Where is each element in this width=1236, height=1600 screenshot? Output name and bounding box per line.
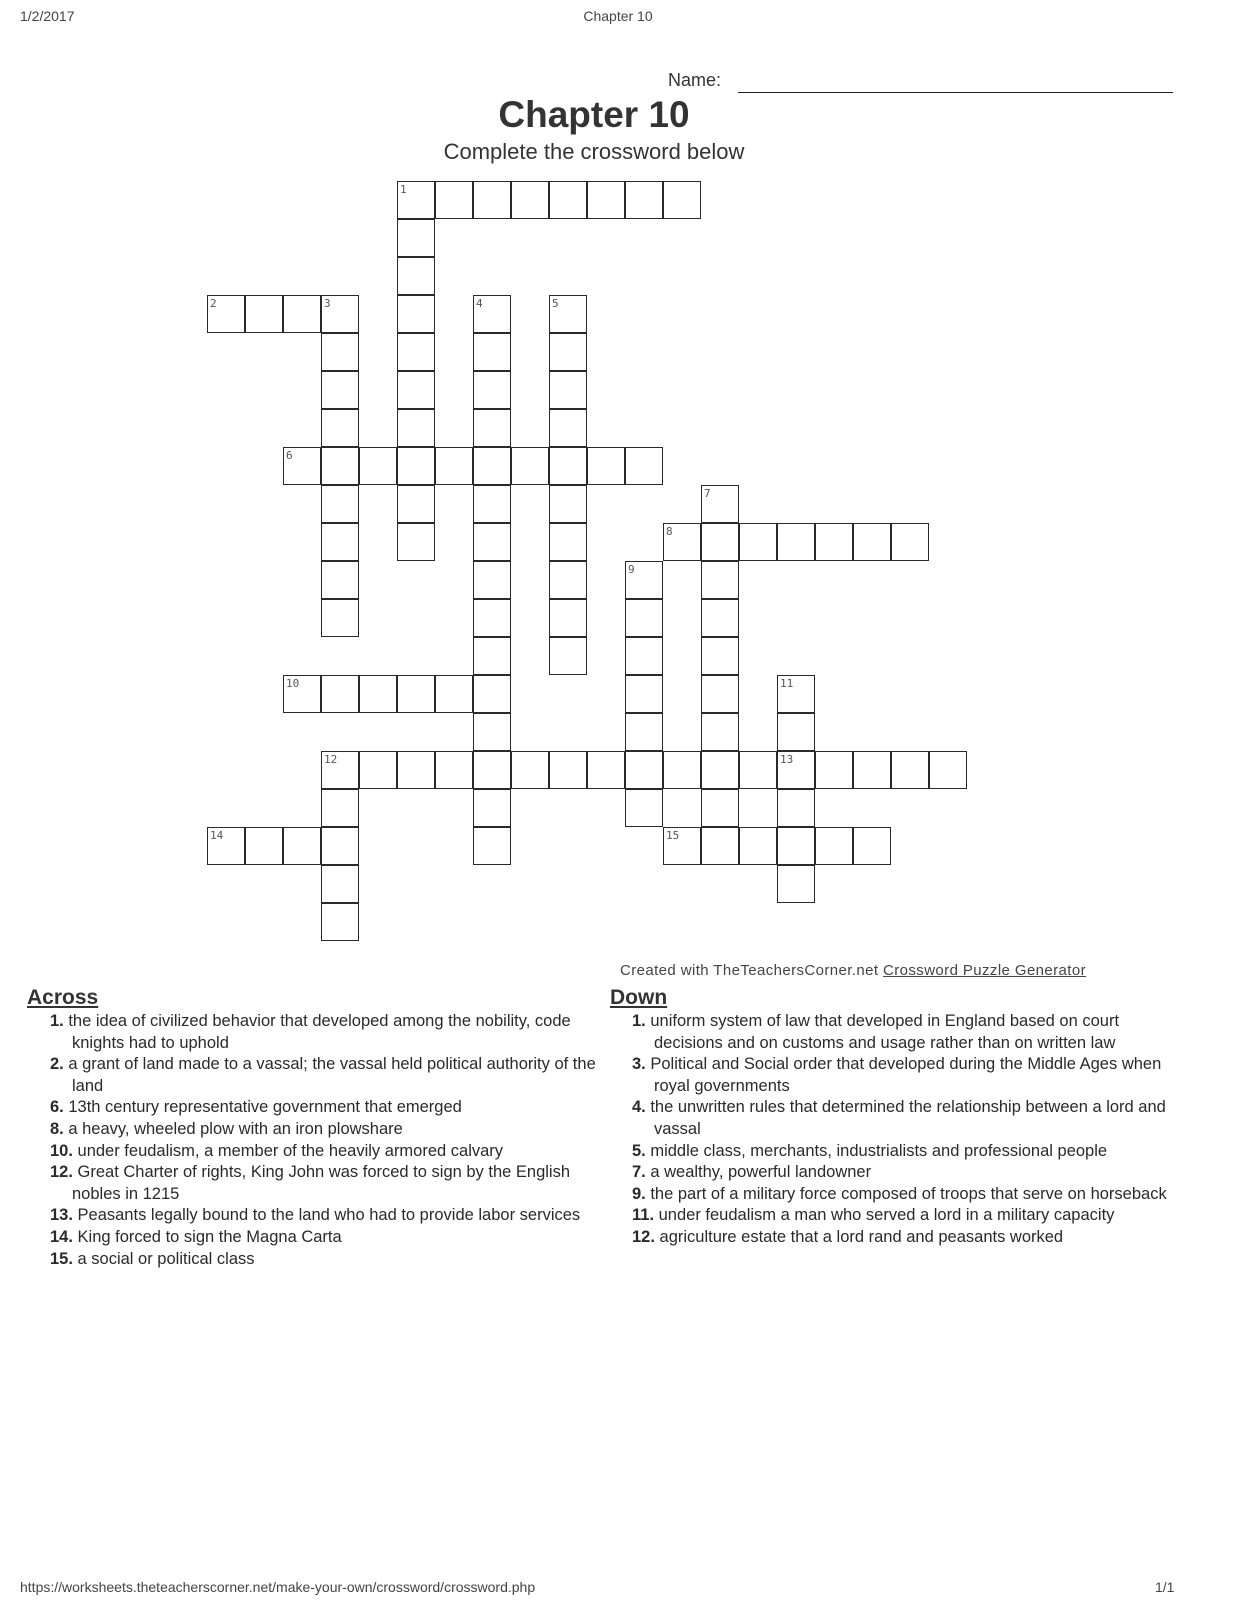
crossword-cell[interactable]	[473, 713, 511, 751]
clue-num: 12.	[50, 1163, 73, 1182]
crossword-cell[interactable]	[929, 751, 967, 789]
crossword-cell[interactable]	[777, 675, 815, 713]
crossword-cell[interactable]	[549, 485, 587, 523]
crossword-cell[interactable]	[283, 447, 321, 485]
crossword-cell[interactable]	[473, 333, 511, 371]
down-clue	[632, 1162, 1172, 1184]
crossword-cell[interactable]	[701, 523, 739, 561]
down-clue	[632, 1184, 1172, 1206]
crossword-cell[interactable]	[359, 447, 397, 485]
crossword-cell[interactable]	[397, 447, 435, 485]
crossword-cell[interactable]	[283, 827, 321, 865]
crossword-cell[interactable]	[397, 295, 435, 333]
crossword-cell[interactable]	[321, 789, 359, 827]
credit-link[interactable]: Crossword Puzzle Generator	[883, 962, 1087, 979]
crossword-cell[interactable]	[549, 561, 587, 599]
down-clue	[632, 1011, 1172, 1054]
clue-text: uniform system of law that developed in England based on court decisions and on customs and usage rather than on written law	[645, 1012, 1120, 1052]
crossword-cell[interactable]	[663, 751, 701, 789]
crossword-cell[interactable]	[701, 713, 739, 751]
crossword-cell[interactable]	[625, 599, 663, 637]
crossword-cell[interactable]	[435, 751, 473, 789]
clue-text: Peasants legally bound to the land who had to provide labor services	[72, 1206, 581, 1225]
crossword-cell[interactable]	[777, 713, 815, 751]
crossword-cell[interactable]	[701, 751, 739, 789]
across-clue	[50, 1097, 605, 1119]
clue-number: 4	[476, 297, 483, 310]
clue-number: 6	[286, 449, 293, 462]
clue-text: a grant of land made to a vassal; the vassal held political authority of the land	[63, 1055, 596, 1095]
crossword-cell[interactable]	[625, 637, 663, 675]
clue-num: 10.	[50, 1141, 73, 1160]
crossword-cell[interactable]	[853, 751, 891, 789]
clue-num: 2.	[50, 1055, 64, 1074]
crossword-cell[interactable]	[701, 637, 739, 675]
crossword-cell[interactable]	[435, 675, 473, 713]
crossword-cell[interactable]	[549, 409, 587, 447]
clue-number: 2	[210, 297, 217, 310]
clue-number: 11	[780, 677, 794, 690]
clue-num: 8.	[50, 1119, 64, 1138]
clue-num: 1.	[50, 1012, 64, 1030]
crossword-cell[interactable]	[283, 295, 321, 333]
clue-number: 7	[704, 487, 711, 500]
crossword-cell[interactable]	[245, 827, 283, 865]
crossword-cell[interactable]	[397, 181, 435, 219]
clue-number: 5	[552, 297, 559, 310]
footer-page-number: 1/1	[1155, 1579, 1175, 1595]
crossword-cell[interactable]	[321, 561, 359, 599]
crossword-cell[interactable]	[625, 561, 663, 599]
down-clue	[632, 1227, 1172, 1249]
crossword-cell[interactable]	[625, 751, 663, 789]
clue-text: the part of a military force composed of troops that serve on horseback	[645, 1184, 1167, 1203]
crossword-cell[interactable]	[777, 865, 815, 903]
clue-text: a heavy, wheeled plow with an iron plowshare	[63, 1119, 403, 1138]
crossword-cell[interactable]	[549, 751, 587, 789]
crossword-cell[interactable]	[321, 485, 359, 523]
crossword-cell[interactable]	[321, 903, 359, 941]
crossword-cell[interactable]	[435, 447, 473, 485]
crossword-cell[interactable]	[815, 751, 853, 789]
clue-num: 7.	[632, 1163, 646, 1182]
crossword-cell[interactable]	[397, 523, 435, 561]
crossword-cell[interactable]	[701, 485, 739, 523]
clue-num: 5.	[632, 1141, 646, 1160]
crossword-cell[interactable]	[321, 599, 359, 637]
crossword-cell[interactable]	[511, 751, 549, 789]
crossword-cell[interactable]	[473, 637, 511, 675]
crossword-cell[interactable]	[853, 827, 891, 865]
down-clue-list	[632, 1011, 1172, 1249]
crossword-cell[interactable]	[549, 371, 587, 409]
down-clue	[632, 1054, 1172, 1097]
clue-text: a social or political class	[72, 1249, 255, 1268]
crossword-cell[interactable]	[777, 789, 815, 827]
across-clue	[50, 1011, 605, 1054]
crossword-cell[interactable]	[397, 751, 435, 789]
crossword-cell[interactable]	[549, 637, 587, 675]
crossword-cell[interactable]	[321, 295, 359, 333]
crossword-cell[interactable]	[891, 751, 929, 789]
crossword-cell[interactable]	[397, 675, 435, 713]
crossword-cell[interactable]	[587, 181, 625, 219]
clue-number: 15	[666, 829, 680, 842]
crossword-cell[interactable]	[701, 599, 739, 637]
across-clue	[50, 1162, 605, 1205]
down-clue	[632, 1141, 1172, 1163]
clue-num: 14.	[50, 1227, 73, 1246]
crossword-cell[interactable]	[473, 789, 511, 827]
crossword-cell[interactable]	[549, 447, 587, 485]
crossword-cell[interactable]	[549, 599, 587, 637]
clue-number: 9	[628, 563, 635, 576]
crossword-cell[interactable]	[473, 523, 511, 561]
crossword-cell[interactable]	[891, 523, 929, 561]
name-label: Name:	[668, 70, 722, 90]
down-heading: Down	[610, 986, 668, 1009]
name-field-line[interactable]	[738, 92, 1173, 93]
clue-number: 10	[286, 677, 300, 690]
down-clue	[632, 1097, 1172, 1140]
across-clue	[50, 1227, 605, 1249]
crossword-cell[interactable]	[739, 827, 777, 865]
clue-num: 1.	[632, 1012, 646, 1030]
crossword-cell[interactable]	[815, 827, 853, 865]
across-clue-list	[50, 1011, 605, 1270]
crossword-cell[interactable]	[739, 751, 777, 789]
crossword-cell[interactable]	[321, 751, 359, 789]
clue-num: 13.	[50, 1206, 73, 1225]
clue-number: 8	[666, 525, 673, 538]
crossword-cell[interactable]	[777, 523, 815, 561]
clue-text: under feudalism a man who served a lord in a military capacity	[654, 1206, 1115, 1225]
print-date: 1/2/2017	[20, 8, 75, 24]
crossword-cell[interactable]	[397, 371, 435, 409]
crossword-cell[interactable]	[549, 523, 587, 561]
crossword-cell[interactable]	[321, 371, 359, 409]
crossword-cell[interactable]	[511, 181, 549, 219]
crossword-cell[interactable]	[321, 675, 359, 713]
down-clue	[632, 1205, 1172, 1227]
clue-num: 12.	[632, 1227, 655, 1246]
clue-num: 3.	[632, 1055, 646, 1074]
clue-number: 14	[210, 829, 224, 842]
clue-text: the idea of civilized behavior that developed among the nobility, code knights had to uphold	[63, 1012, 571, 1052]
crossword-cell[interactable]	[625, 447, 663, 485]
crossword-cell[interactable]	[701, 561, 739, 599]
across-heading: Across	[27, 986, 99, 1009]
crossword-cell[interactable]	[549, 333, 587, 371]
clue-num: 4.	[632, 1098, 646, 1117]
across-clue	[50, 1249, 605, 1271]
crossword-cell[interactable]	[701, 675, 739, 713]
crossword-cell[interactable]	[549, 181, 587, 219]
across-clue	[50, 1119, 605, 1141]
across-clue	[50, 1141, 605, 1163]
crossword-cell[interactable]	[321, 333, 359, 371]
crossword-cell[interactable]	[473, 295, 511, 333]
crossword-cell[interactable]	[587, 751, 625, 789]
clue-num: 11.	[632, 1206, 655, 1225]
crossword-cell[interactable]	[663, 181, 701, 219]
crossword-cell[interactable]	[283, 675, 321, 713]
crossword-cell[interactable]	[359, 751, 397, 789]
crossword-cell[interactable]	[777, 827, 815, 865]
across-clue	[50, 1205, 605, 1227]
crossword-cell[interactable]	[397, 219, 435, 257]
credit-prefix: Created with TheTeachersCorner.net	[620, 962, 884, 979]
crossword-cell[interactable]	[587, 447, 625, 485]
clue-num: 15.	[50, 1249, 73, 1268]
crossword-cell[interactable]	[397, 409, 435, 447]
crossword-cell[interactable]	[473, 561, 511, 599]
crossword-cell[interactable]	[625, 181, 663, 219]
crossword-cell[interactable]	[625, 713, 663, 751]
clue-text: a wealthy, powerful landowner	[645, 1163, 872, 1182]
crossword-cell[interactable]	[207, 827, 245, 865]
crossword-cell[interactable]	[359, 675, 397, 713]
crossword-cell[interactable]	[473, 371, 511, 409]
crossword-cell[interactable]	[549, 295, 587, 333]
crossword-cell[interactable]	[473, 485, 511, 523]
clue-num: 9.	[632, 1184, 646, 1203]
generator-credit	[620, 962, 1086, 979]
clue-text: Great Charter of rights, King John was forced to sign by the English nobles in 1215	[72, 1163, 571, 1203]
crossword-cell[interactable]	[511, 447, 549, 485]
crossword-cell[interactable]	[473, 409, 511, 447]
print-header-title: Chapter 10	[583, 8, 653, 24]
clue-text: 13th century representative government that emerged	[63, 1098, 462, 1117]
crossword-cell[interactable]	[701, 789, 739, 827]
crossword-cell[interactable]	[701, 827, 739, 865]
crossword-cell[interactable]	[435, 181, 473, 219]
crossword-cell[interactable]	[663, 523, 701, 561]
page-title: Chapter 10	[498, 94, 690, 135]
clue-number: 1	[400, 183, 407, 196]
crossword-cell[interactable]	[321, 447, 359, 485]
crossword-cell[interactable]	[853, 523, 891, 561]
crossword-cell[interactable]	[777, 751, 815, 789]
crossword-cell[interactable]	[207, 295, 245, 333]
clue-number: 13	[780, 753, 794, 766]
crossword-cell[interactable]	[473, 751, 511, 789]
clue-num: 6.	[50, 1098, 64, 1117]
clue-number: 12	[324, 753, 338, 766]
crossword-cell[interactable]	[397, 333, 435, 371]
crossword-cell[interactable]	[473, 447, 511, 485]
crossword-cell[interactable]	[321, 827, 359, 865]
crossword-cell[interactable]	[321, 523, 359, 561]
crossword-cell[interactable]	[625, 675, 663, 713]
crossword-cell[interactable]	[473, 181, 511, 219]
crossword-cell[interactable]	[473, 675, 511, 713]
clue-text: the unwritten rules that determined the relationship between a lord and vassal	[645, 1098, 1166, 1138]
clue-text: Political and Social order that developed during the Middle Ages when royal governments	[645, 1055, 1162, 1095]
crossword-cell[interactable]	[663, 827, 701, 865]
clue-number: 3	[324, 297, 331, 310]
crossword-cell[interactable]	[473, 599, 511, 637]
clue-text: King forced to sign the Magna Carta	[72, 1227, 342, 1246]
clue-text: middle class, merchants, industrialists and professional people	[645, 1141, 1108, 1160]
crossword-cell[interactable]	[739, 523, 777, 561]
clue-text: under feudalism, a member of the heavily armored calvary	[72, 1141, 504, 1160]
crossword-cell[interactable]	[321, 865, 359, 903]
crossword-cell[interactable]	[397, 257, 435, 295]
footer-url: https://worksheets.theteacherscorner.net/make-your-own/crossword/crossword.php	[20, 1579, 536, 1595]
across-clue	[50, 1054, 605, 1097]
crossword-cell[interactable]	[397, 485, 435, 523]
crossword-cell[interactable]	[473, 827, 511, 865]
crossword-cell[interactable]	[321, 409, 359, 447]
page-subtitle: Complete the crossword below	[443, 139, 745, 164]
clue-text: agriculture estate that a lord rand and peasants worked	[654, 1227, 1064, 1246]
crossword-cell[interactable]	[815, 523, 853, 561]
crossword-cell[interactable]	[625, 789, 663, 827]
crossword-cell[interactable]	[245, 295, 283, 333]
